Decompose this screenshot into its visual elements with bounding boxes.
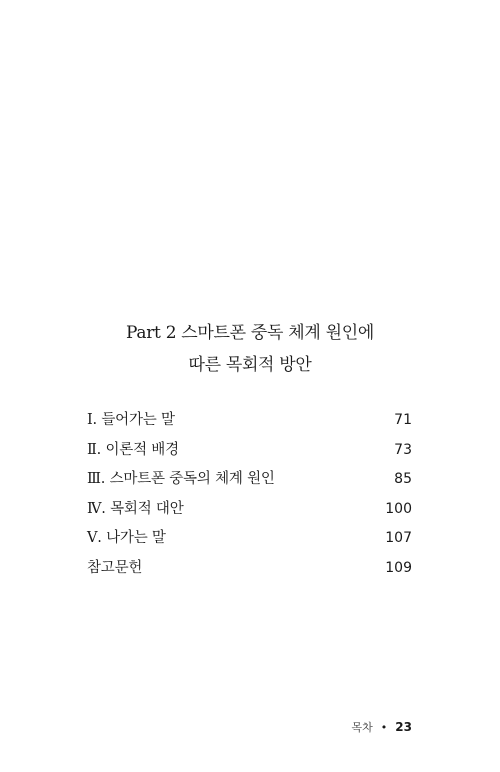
toc-item-label: Ⅴ. 나가는 말 [87,530,166,546]
toc-item-2[interactable] [87,438,412,468]
toc-item-page: 100 [385,500,412,517]
toc-item-label: 참고문헌 [87,559,143,576]
toc-item-1[interactable] [87,408,412,438]
toc-item-page: 85 [394,471,412,487]
toc-item-page: 109 [385,559,412,576]
toc-item-4[interactable] [87,497,412,527]
toc-item-label: Ⅳ. 목회적 대안 [87,500,184,517]
footer-bullet: • [380,720,388,734]
table-of-contents [87,408,412,585]
toc-item-page: 71 [394,412,412,428]
toc-item-label: Ⅱ. 이론적 배경 [87,441,179,458]
toc-item-page: 107 [385,530,412,546]
toc-item-6[interactable] [87,556,412,586]
toc-item-label: Ⅲ. 스마트폰 중독의 체계 원인 [87,471,275,487]
page-number: 23 [395,720,412,734]
toc-item-5[interactable] [87,526,412,556]
toc-item-label: Ⅰ. 들어가는 말 [87,412,175,428]
part-title-line-2: 따른 목회적 방안 [188,355,312,375]
toc-item-page: 73 [394,441,412,458]
part-title-line-1: Part 2 스마트폰 중독 체계 원인에 [126,323,374,343]
toc-item-3[interactable] [87,467,412,497]
footer-section-label: 목차 [351,721,373,734]
page-footer [352,719,412,735]
